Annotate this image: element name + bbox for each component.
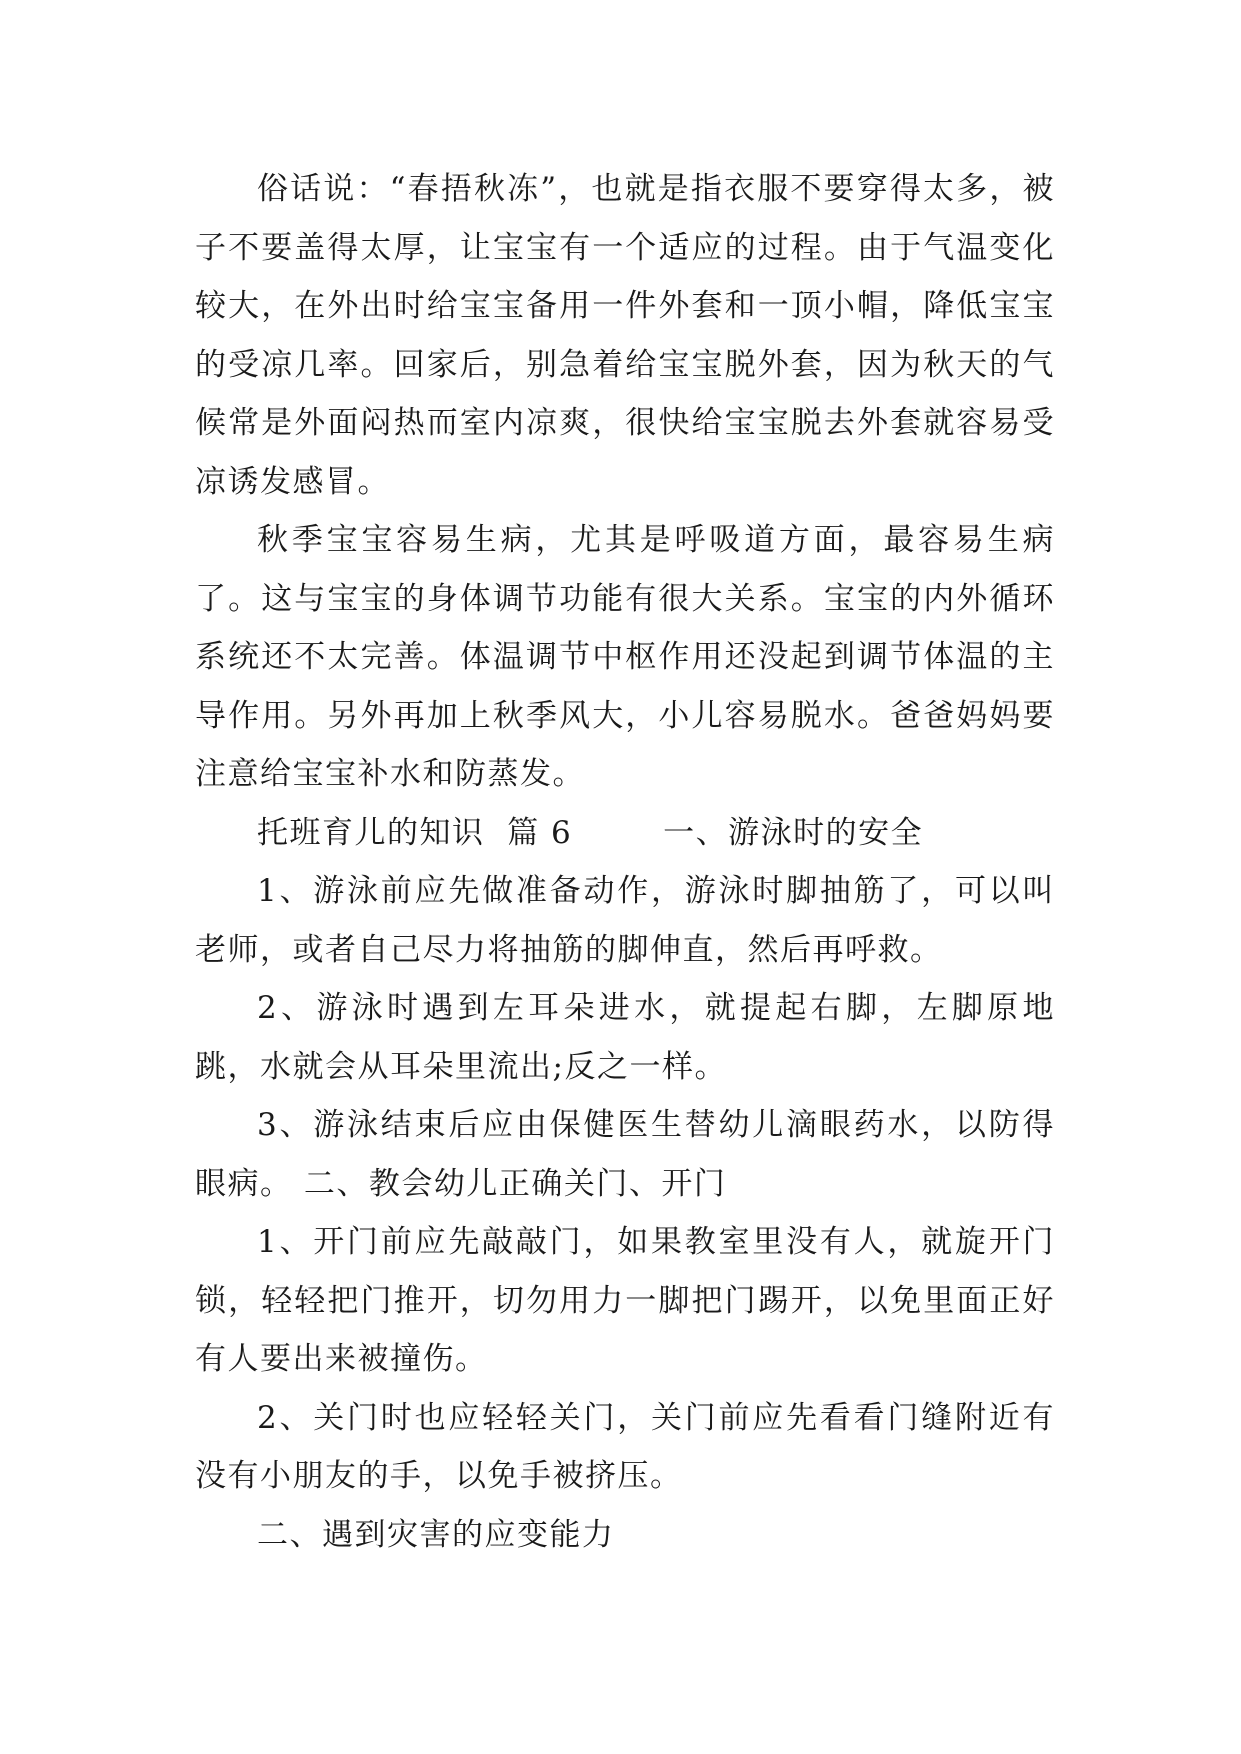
paragraph-clothing-advice: 俗话说：“春捂秋冻”，也就是指衣服不要穿得太多，被子不要盖得太厚，让宝宝有一个适应的过程。由于气温变化较大，在外出时给宝宝备用一件外套和一顶小帽，降低宝宝的受凉几率。回家后，别急着给宝宝脱外套，因为秋天的气候常是外面闷热而室内凉爽，很快给宝宝脱去外套就容易受凉诱发感冒。 (195, 171, 1055, 500)
paragraph-swim-item-2: 2、游泳时遇到左耳朵进水，就提起右脚，左脚原地跳，水就会从耳朵里流出;反之一样。 (195, 990, 1055, 1085)
document-body (195, 160, 1055, 1564)
section-heading-swimming-safety: 托班育儿的知识 篇 6 一、游泳时的安全 (257, 814, 924, 851)
paragraph-swim-item-1: 1、游泳前应先做准备动作，游泳时脚抽筋了，可以叫老师，或者自己尽力将抽筋的脚伸直，然后再呼救。 (195, 873, 1055, 968)
paragraph-door-item-1: 1、开门前应先敲敲门，如果教室里没有人，就旋开门锁，轻轻把门推开，切勿用力一脚把门踢开，以免里面正好有人要出来被撞伤。 (195, 1224, 1055, 1377)
paragraph-door-item-2: 2、关门时也应轻轻关门，关门前应先看看门缝附近有没有小朋友的手，以免手被挤压。 (195, 1399, 1055, 1494)
paragraph-swim-item-3: 3、游泳结束后应由保健医生替幼儿滴眼药水，以防得眼病。 二、教会幼儿正确关门、开门 (195, 1107, 1055, 1202)
paragraph-autumn-illness: 秋季宝宝容易生病，尤其是呼吸道方面，最容易生病了。这与宝宝的身体调节功能有很大关系。宝宝的内外循环系统还不太完善。体温调节中枢作用还没起到调节体温的主导作用。另外再加上秋季风大，小儿容易脱水。爸爸妈妈要注意给宝宝补水和防蒸发。 (195, 522, 1055, 792)
section-heading-disaster-response: 二、遇到灾害的应变能力 (257, 1516, 615, 1553)
